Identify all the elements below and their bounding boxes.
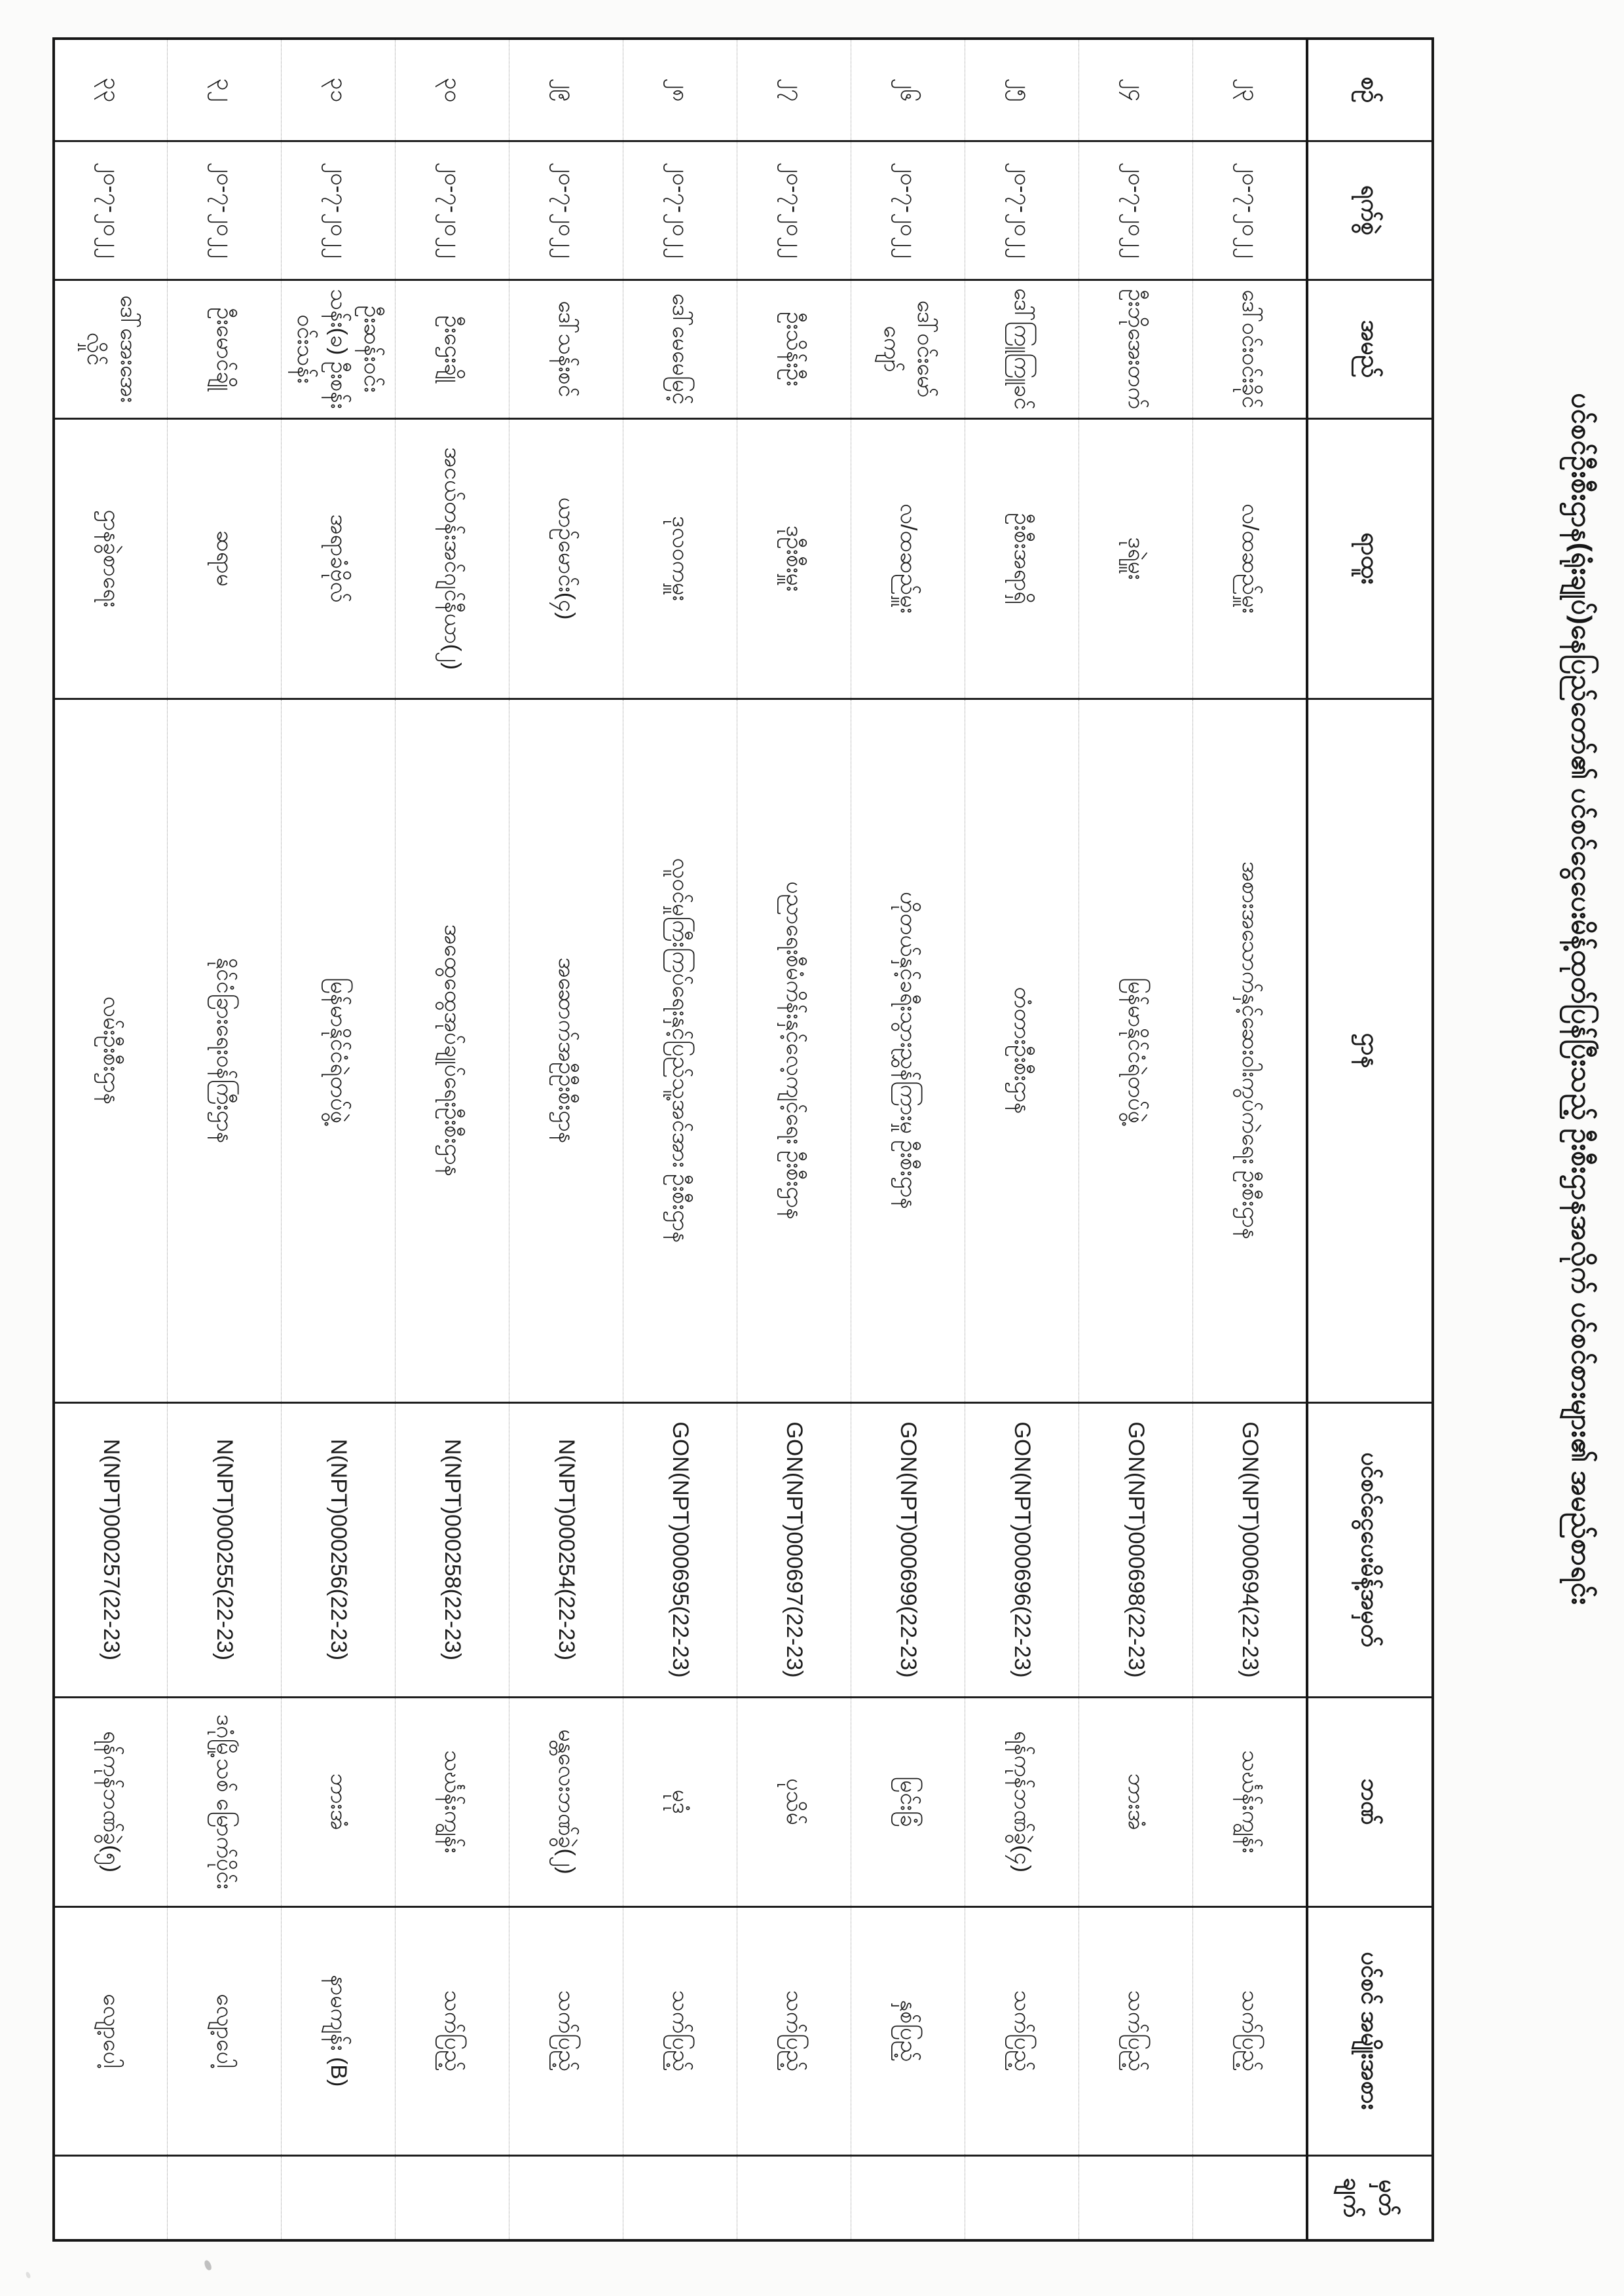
cell-date: ၂၀-၇-၂၀၂၂ — [965, 141, 1079, 280]
cell-bank: မုဒုံ — [623, 1697, 737, 1906]
cell-no: ၃၃ — [54, 39, 168, 141]
cell-name: ဦးမောင်ချို — [168, 280, 282, 418]
cell-department: နိုင်ငံခြားရေးဝန်ကြီးဌာန — [168, 699, 282, 1402]
cell-order_no: N(NPT)000258(22-23) — [396, 1402, 509, 1697]
table-row — [1193, 39, 1307, 2240]
cell-date: ၂၀-၇-၂၀၂၂ — [54, 141, 168, 280]
cell-position: ဆရာမ — [168, 418, 282, 699]
cell-pension_type: သက်ပြည့် — [509, 1906, 623, 2155]
cell-name: ဦးဆန်းဝင်းသန်း(ခ) ဦးစန်းဝင်းသန်း — [282, 280, 396, 418]
cell-department: အထွေထွေအုပ်ချုပ်ရေးဦးစီးဌာန — [396, 699, 509, 1402]
cell-name: ဦးဌေးချို — [396, 280, 509, 418]
cell-name: ဒေါ်ဝင်းမော်ကျော် — [851, 280, 965, 418]
cell-name: ဒေါ်ဝင်းဝင်းခိုင် — [1193, 280, 1307, 418]
cell-bank: မန္တလေးဘဏ်ခွဲ(၂) — [509, 1697, 623, 1906]
table-row — [168, 39, 282, 2240]
cell-department: မြန်မာနိုင်ငံရဲတပ်ဖွဲ့ — [282, 699, 396, 1402]
column-header-remark: မှတ် ချက် — [1307, 2155, 1433, 2240]
table-row — [737, 39, 851, 2240]
cell-date: ၂၀-၇-၂၀၂၂ — [396, 141, 509, 280]
cell-no: ၂၈ — [623, 39, 737, 141]
scan-artifact-speck — [204, 2259, 213, 2271]
cell-remark — [509, 2155, 623, 2240]
cell-position: ဒုလဝကမှူး — [623, 418, 737, 699]
cell-department: ပညာရေးစီမံကိန်းနှင့်လေ့ကျင့်ရေး ဦးစီးဌာန — [737, 699, 851, 1402]
cell-bank: သင်္ဃန်းကျွန်း — [396, 1697, 509, 1906]
table-row — [965, 39, 1079, 2240]
cell-pension_type: သက်ပြည့် — [1079, 1906, 1193, 2155]
cell-name: ဒေါ်သန်းစင် — [509, 280, 623, 418]
table-row — [282, 39, 396, 2240]
cell-position: လ/ထဆည်မှူး — [1193, 418, 1307, 699]
cell-position: လ/ထဆည်မှူး — [851, 418, 965, 699]
table-header-row — [1307, 39, 1433, 2240]
cell-position: ယာဉ်မောင်း(၄) — [509, 418, 623, 699]
cell-remark — [623, 2155, 737, 2240]
cell-date: ၂၀-၇-၂၀၂၂ — [168, 141, 282, 280]
column-header-bank: ဘဏ် — [1307, 1697, 1433, 1906]
cell-bank: ပုသိမ် — [737, 1697, 851, 1906]
column-header-department: ဌာန — [1307, 699, 1433, 1402]
cell-bank: ဒဂုံမြို့သစ် မြောက်ပိုင်း — [168, 1697, 282, 1906]
cell-department: မြန်မာနိုင်ငံရဲတပ်ဖွဲ့ — [1079, 699, 1193, 1402]
cell-department: အစားအသောက်နှင့်ဆေးဝါးကွပ်ကဲရေး ဦးစီးဌာန — [1193, 699, 1307, 1402]
cell-name: ဒေါ်မေမေမြင့် — [623, 280, 737, 418]
table-row — [623, 39, 737, 2240]
column-header-no: စဉ် — [1307, 39, 1433, 141]
table-body — [54, 39, 1307, 2240]
cell-pension_type: လျော့ပေါ့ — [54, 1906, 168, 2155]
cell-position: ဌာနခွဲစာရေး — [54, 418, 168, 699]
table-row — [1079, 39, 1193, 2240]
cell-bank: ရန်ကုန်ဘဏ်ခွဲ(၄) — [965, 1697, 1079, 1906]
cell-name: ဒေါ်ကြူကြူခင် — [965, 280, 1079, 418]
cell-bank: မြင်းခြံ — [851, 1697, 965, 1906]
cell-remark — [851, 2155, 965, 2240]
cell-pension_type: လျော့ပေါ့ — [168, 1906, 282, 2155]
column-header-pension_type: ပင်စင် အမျိုးအစား — [1307, 1906, 1433, 2155]
scan-artifact-speck — [26, 2271, 31, 2278]
column-header-name: အမည် — [1307, 280, 1433, 418]
cell-order_no: GON(NPT)000694(22-23) — [1193, 1402, 1307, 1697]
cell-pension_type: သက်ပြည့် — [623, 1906, 737, 2155]
cell-date: ၂၀-၇-၂၀၂၂ — [1193, 141, 1307, 280]
cell-position: ဒုဦးစီးမှူး — [737, 418, 851, 699]
cell-no: ၂၄ — [1079, 39, 1193, 141]
cell-bank: ရန်ကုန်ဘဏ်ခွဲ(၅) — [54, 1697, 168, 1906]
cell-date: ၂၀-၇-၂၀၂၂ — [737, 141, 851, 280]
cell-order_no: N(NPT)000255(22-23) — [168, 1402, 282, 1697]
cell-order_no: N(NPT)000257(22-23) — [54, 1402, 168, 1697]
cell-pension_type: သက်ပြည့် — [396, 1906, 509, 2155]
column-header-date: ရက်စွဲ — [1307, 141, 1433, 280]
cell-order_no: GON(NPT)000699(22-23) — [851, 1402, 965, 1697]
cell-remark — [282, 2155, 396, 2240]
cell-no: ၂၉ — [509, 39, 623, 141]
cell-department: လူဝင်မှုကြီးကြပ်ရေးနှင့်ပြည်သူ့အင်အား ဦးစီးဌာန — [623, 699, 737, 1402]
pension-list-table — [52, 37, 1434, 2242]
cell-department: အဆောက်အဦဦးစီးဌာန — [509, 699, 623, 1402]
cell-date: ၂၀-၇-၂၀၂၂ — [851, 141, 965, 280]
cell-position: ဒုရဲမှူး — [1079, 418, 1193, 699]
cell-order_no: GON(NPT)000698(22-23) — [1079, 1402, 1193, 1697]
cell-bank: ဘားအံ — [1079, 1697, 1193, 1906]
document-title: ပင်စင်ဦးစီးဌာန(ရုံးချုပ်)နေပြည်တော်၏ ပင်စင်ငွေပေးမိန့်ထုတ်ပြန်ပြီးသည့် ဦးစီးဌာနအလိုက် ပင်စင်စားများ၏ အမည်စာရင်း — [1566, 393, 1597, 1605]
cell-order_no: GON(NPT)000697(22-23) — [737, 1402, 851, 1697]
cell-order_no: N(NPT)000254(22-23) — [509, 1402, 623, 1697]
cell-remark — [396, 2155, 509, 2240]
cell-pension_type: သက်ပြည့် — [1193, 1906, 1307, 2155]
cell-date: ၂၀-၇-၂၀၂၂ — [1079, 141, 1193, 280]
cell-date: ၂၀-၇-၂၀၂၂ — [282, 141, 396, 280]
table-header — [1307, 39, 1433, 2240]
cell-remark — [54, 2155, 168, 2240]
cell-remark — [737, 2155, 851, 2240]
cell-remark — [965, 2155, 1079, 2240]
cell-no: ၃၀ — [396, 39, 509, 141]
cell-remark — [168, 2155, 282, 2240]
cell-pension_type: နာမကျန်း (B) — [282, 1906, 396, 2155]
cell-no: ၂၇ — [737, 39, 851, 141]
table-row — [509, 39, 623, 2240]
cell-order_no: GON(NPT)000695(22-23) — [623, 1402, 737, 1697]
column-header-position: ရာထူး — [1307, 418, 1433, 699]
table-row — [54, 39, 168, 2240]
cell-remark — [1079, 2155, 1193, 2240]
column-header-order_no: ပင်စင်ငွေပေးမိန့်အမှတ် — [1307, 1402, 1433, 1697]
cell-name: ဒေါ်အေးအေးလှိုင် — [54, 280, 168, 418]
cell-no: ၂၅ — [965, 39, 1079, 141]
cell-name: ဦးသိန်းဦး — [737, 280, 851, 418]
cell-order_no: N(NPT)000256(22-23) — [282, 1402, 396, 1697]
cell-date: ၂၀-၇-၂၀၂၂ — [623, 141, 737, 280]
table-row — [396, 39, 509, 2240]
cell-remark — [1193, 2155, 1307, 2240]
cell-department: လမ်းဦးစီးဌာန — [54, 699, 168, 1402]
cell-position: အငယ်တန်းအင်ဂျင်နီယာ(၂) — [396, 418, 509, 699]
cell-date: ၂၀-၇-၂၀၂၂ — [509, 141, 623, 280]
table-row — [851, 39, 965, 2240]
cell-department: ဟိုတယ်နှင့်ခရီးသွားညွှန်ကြားမှု ဦးစီးဌာန — [851, 699, 965, 1402]
cell-department: တံတားဦးစီးဌာန — [965, 699, 1079, 1402]
cell-order_no: GON(NPT)000696(22-23) — [965, 1402, 1079, 1697]
cell-pension_type: သက်ပြည့် — [965, 1906, 1079, 2155]
cell-pension_type: နှစ်ပြည့် — [851, 1906, 965, 2155]
cell-bank: သင်္ဃန်းကျွန်း — [1193, 1697, 1307, 1906]
cell-no: ၂၃ — [1193, 39, 1307, 141]
cell-name: ဦးဘိုအေးတက် — [1079, 280, 1193, 418]
cell-position: အရာခံဗိုလ် — [282, 418, 396, 699]
cell-pension_type: သက်ပြည့် — [737, 1906, 851, 2155]
cell-no: ၃၁ — [282, 39, 396, 141]
cell-no: ၃၂ — [168, 39, 282, 141]
cell-position: ဦးစီးအရာရှိ — [965, 418, 1079, 699]
cell-bank: ဘားအံ — [282, 1697, 396, 1906]
cell-no: ၂၆ — [851, 39, 965, 141]
